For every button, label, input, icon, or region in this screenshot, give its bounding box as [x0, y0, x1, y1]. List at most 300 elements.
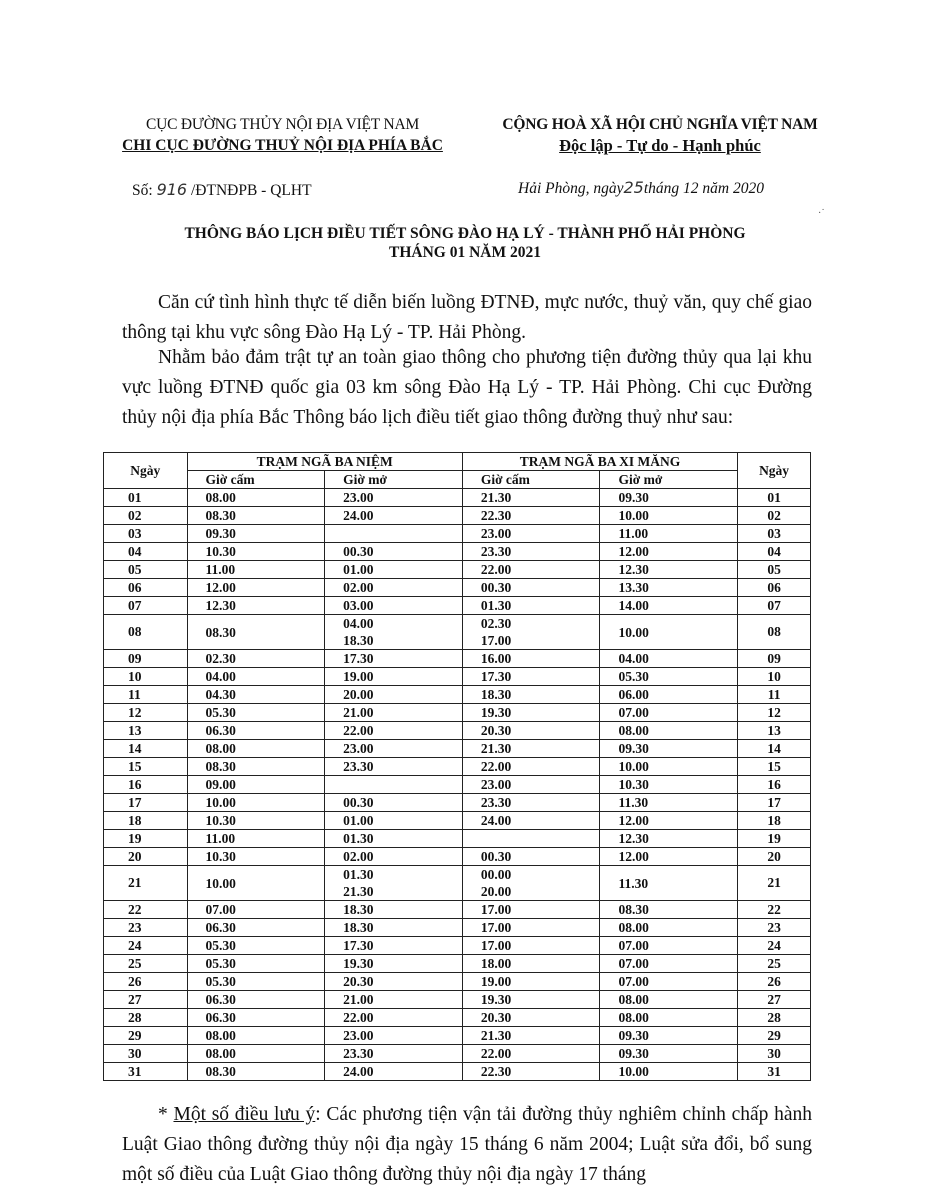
cell-s1o	[325, 794, 463, 812]
time-value: 14.00	[618, 598, 649, 613]
time-value: 01.30	[343, 831, 374, 846]
cell-s1c	[187, 812, 325, 830]
table-row	[104, 489, 811, 507]
time-value: 05.30	[205, 938, 236, 953]
time-value: 06.30	[205, 1010, 236, 1025]
cell-s1o	[325, 704, 463, 722]
schedule-body	[104, 489, 811, 1081]
table-row	[104, 1009, 811, 1027]
time-value: 02.00	[343, 580, 374, 595]
station-ngaba-ximang: TRẠM NGÃ BA XI MĂNG	[462, 453, 737, 471]
cell-s1o	[325, 668, 463, 686]
row-day-left: 03	[104, 525, 188, 543]
nation-name: CỘNG HOÀ XÃ HỘI CHỦ NGHĨA VIỆT NAM	[502, 116, 818, 133]
cell-s1c	[187, 937, 325, 955]
row-day-left: 01	[104, 489, 188, 507]
time-value: 10.30	[618, 777, 649, 792]
cell-s2o	[600, 1063, 738, 1081]
time-value: 17.00	[480, 902, 512, 917]
row-day-left: 07	[104, 597, 188, 615]
cell-s1o	[325, 579, 463, 597]
time-value: 12.30	[205, 598, 236, 613]
cell-s2c	[462, 1009, 600, 1027]
cell-s2o	[600, 489, 738, 507]
cell-s1c	[187, 955, 325, 973]
cell-s2c	[462, 776, 600, 794]
cell-s2o	[600, 1045, 738, 1063]
time-value: 19.00	[343, 669, 374, 684]
cell-s2o	[600, 830, 738, 848]
time-value: 09.00	[205, 777, 236, 792]
cell-s2c	[462, 668, 600, 686]
cell-s1o	[325, 973, 463, 991]
time-value: 10.30	[205, 849, 236, 864]
cell-s2o	[600, 722, 738, 740]
row-day-left: 28	[104, 1009, 188, 1027]
cell-s2c	[462, 489, 600, 507]
time-value: 09.30	[618, 1046, 649, 1061]
table-row	[104, 830, 811, 848]
time-value: 08.00	[205, 1028, 236, 1043]
row-day-left: 24	[104, 937, 188, 955]
table-row	[104, 740, 811, 758]
row-day-left: 04	[104, 543, 188, 561]
row-day-right: 08	[738, 615, 811, 650]
cell-s2o	[600, 507, 738, 525]
time-value: 08.00	[618, 1010, 649, 1025]
table-row	[104, 507, 811, 525]
cell-s2c	[462, 597, 600, 615]
table-row	[104, 597, 811, 615]
time-value: 00.30	[480, 580, 512, 595]
time-value: 06.30	[205, 723, 236, 738]
cell-s2o	[600, 866, 738, 901]
row-day-right: 29	[738, 1027, 811, 1045]
cell-s1c	[187, 561, 325, 579]
col-close-1: Giờ cấm	[187, 471, 325, 489]
cell-s1o	[325, 812, 463, 830]
time-value: 12.30	[618, 562, 649, 577]
cell-s1c	[187, 704, 325, 722]
row-day-right: 17	[738, 794, 811, 812]
time-value: 10.00	[618, 508, 649, 523]
row-day-right: 19	[738, 830, 811, 848]
col-close-2: Giờ cấm	[462, 471, 600, 489]
cell-s1o	[325, 919, 463, 937]
table-row	[104, 615, 811, 650]
table-row	[104, 1045, 811, 1063]
time-value: 20.00	[343, 687, 374, 702]
paragraph-purpose: Nhằm bảo đảm trật tự an toàn giao thông cho phương tiện đường thủy qua lại khu vực luồng ĐTNĐ quốc gia 03 km sông Đào Hạ Lý - TP. Hải Phòng. Chi cục Đường thủy nội địa phía Bắc Thông báo lịch điều tiết giao thông đường thuỷ như sau:	[122, 347, 812, 428]
cell-s2c	[462, 722, 600, 740]
cell-s1o	[325, 776, 463, 794]
row-day-right: 25	[738, 955, 811, 973]
row-day-left: 22	[104, 901, 188, 919]
row-day-right: 23	[738, 919, 811, 937]
sub-agency-name: CHI CỤC ĐƯỜNG THUỶ NỘI ĐỊA PHÍA BẮC	[122, 137, 443, 154]
cell-s2c	[462, 686, 600, 704]
row-day-right: 05	[738, 561, 811, 579]
time-value: 03.00	[343, 598, 374, 613]
row-day-right: 11	[738, 686, 811, 704]
time-value: 22.00	[480, 562, 512, 577]
time-value: 05.30	[618, 669, 649, 684]
cell-s2o	[600, 579, 738, 597]
row-day-left: 31	[104, 1063, 188, 1081]
time-value: 10.00	[618, 1064, 649, 1079]
time-value: 22.30	[480, 1064, 512, 1079]
time-value: 10.00	[205, 795, 236, 810]
cell-s1c	[187, 543, 325, 561]
cell-s2o	[600, 848, 738, 866]
table-row	[104, 848, 811, 866]
time-value: 01.30	[480, 598, 512, 613]
cell-s1o	[325, 1045, 463, 1063]
table-row	[104, 955, 811, 973]
time-value: 05.30	[205, 705, 236, 720]
time-value: 01.30	[343, 867, 374, 882]
time-value: 18.00	[480, 956, 512, 971]
time-value: 18.30	[343, 920, 374, 935]
cell-s1c	[187, 1027, 325, 1045]
time-value: 09.30	[618, 1028, 649, 1043]
row-day-right: 21	[738, 866, 811, 901]
time-value: 09.30	[205, 526, 236, 541]
paragraph-basis: Căn cứ tình hình thực tế diễn biến luồng ĐTNĐ, mực nước, thuỷ văn, quy chế giao thông tại khu vực sông Đào Hạ Lý - TP. Hải Phòng.	[122, 292, 812, 343]
time-value: 12.00	[618, 849, 649, 864]
time-value: 10.30	[205, 813, 236, 828]
cell-s1o	[325, 1063, 463, 1081]
time-value: 24.00	[480, 813, 512, 828]
row-day-left: 25	[104, 955, 188, 973]
row-day-left: 11	[104, 686, 188, 704]
cell-s1c	[187, 794, 325, 812]
time-value: 00.00	[480, 867, 512, 882]
cell-s1c	[187, 1063, 325, 1081]
cell-s2o	[600, 758, 738, 776]
row-day-left: 12	[104, 704, 188, 722]
cell-s1c	[187, 525, 325, 543]
row-day-right: 27	[738, 991, 811, 1009]
cell-s2o	[600, 615, 738, 650]
cell-s1o	[325, 650, 463, 668]
table-row	[104, 919, 811, 937]
cell-s2c	[462, 919, 600, 937]
agency-header	[100, 116, 465, 155]
time-value: 00.30	[343, 544, 374, 559]
time-value: 17.00	[480, 633, 512, 648]
date-suffix: tháng 12 năm 2020	[643, 180, 764, 197]
time-value: 09.30	[618, 741, 649, 756]
row-day-left: 16	[104, 776, 188, 794]
cell-s2c	[462, 507, 600, 525]
time-value: 19.00	[480, 974, 512, 989]
cell-s1c	[187, 991, 325, 1009]
row-day-left: 09	[104, 650, 188, 668]
cell-s1c	[187, 597, 325, 615]
time-value: 20.30	[480, 1010, 512, 1025]
time-value: 00.30	[343, 795, 374, 810]
col-day-left: Ngày	[104, 453, 188, 489]
time-value: 24.00	[343, 1064, 374, 1079]
national-header	[470, 116, 850, 156]
time-value: 07.00	[618, 956, 649, 971]
time-value: 11.30	[618, 875, 649, 891]
cell-s2o	[600, 1027, 738, 1045]
time-value: 08.00	[205, 490, 236, 505]
cell-s1o	[325, 758, 463, 776]
row-day-right: 04	[738, 543, 811, 561]
time-value: 21.30	[480, 741, 512, 756]
cell-s1o	[325, 955, 463, 973]
cell-s2o	[600, 955, 738, 973]
cell-s2c	[462, 543, 600, 561]
cell-s2c	[462, 901, 600, 919]
cell-s2c	[462, 758, 600, 776]
time-value: 22.00	[480, 1046, 512, 1061]
time-value: 04.00	[618, 651, 649, 666]
cell-s1o	[325, 543, 463, 561]
time-value: 21.00	[343, 992, 374, 1007]
time-value: 08.30	[205, 759, 236, 774]
time-value: 20.00	[480, 884, 512, 899]
time-value: 23.30	[343, 759, 374, 774]
row-day-right: 30	[738, 1045, 811, 1063]
cell-s1c	[187, 1045, 325, 1063]
col-day-right: Ngày	[738, 453, 811, 489]
cell-s2c	[462, 525, 600, 543]
row-day-right: 12	[738, 704, 811, 722]
cell-s2o	[600, 812, 738, 830]
cell-s1c	[187, 866, 325, 901]
time-value: 22.00	[480, 759, 512, 774]
cell-s2o	[600, 525, 738, 543]
cell-s2c	[462, 973, 600, 991]
table-row	[104, 866, 811, 901]
row-day-right: 18	[738, 812, 811, 830]
time-value: 04.30	[205, 687, 236, 702]
row-day-left: 29	[104, 1027, 188, 1045]
row-day-left: 14	[104, 740, 188, 758]
cell-s2c	[462, 794, 600, 812]
time-value: 08.30	[205, 624, 236, 640]
row-day-left: 26	[104, 973, 188, 991]
time-value: 04.00	[205, 669, 236, 684]
row-day-right: 20	[738, 848, 811, 866]
cell-s2c	[462, 866, 600, 901]
time-value: 04.00	[343, 616, 374, 631]
cell-s1o	[325, 615, 463, 650]
time-value: 09.30	[618, 490, 649, 505]
cell-s1c	[187, 919, 325, 937]
time-value: 08.30	[205, 1064, 236, 1079]
cell-s2c	[462, 704, 600, 722]
time-value: 23.00	[480, 526, 512, 541]
time-value: 10.00	[205, 875, 236, 891]
time-value: 19.30	[480, 705, 512, 720]
number-label: Số:	[132, 182, 153, 199]
time-value: 22.30	[480, 508, 512, 523]
cell-s1o	[325, 937, 463, 955]
table-row	[104, 991, 811, 1009]
document-date	[518, 178, 764, 198]
cell-s1o	[325, 848, 463, 866]
time-value: 12.00	[205, 580, 236, 595]
cell-s1o	[325, 740, 463, 758]
time-value: 18.30	[480, 687, 512, 702]
table-row	[104, 543, 811, 561]
row-day-left: 08	[104, 615, 188, 650]
cell-s2c	[462, 1027, 600, 1045]
title-line-2: THÁNG 01 NĂM 2021	[389, 244, 541, 261]
time-value: 11.00	[205, 562, 236, 577]
cell-s2c	[462, 561, 600, 579]
cell-s1o	[325, 1027, 463, 1045]
cell-s1o	[325, 1009, 463, 1027]
cell-s2c	[462, 1063, 600, 1081]
time-value: 08.00	[618, 992, 649, 1007]
cell-s1o	[325, 686, 463, 704]
time-value: 08.30	[618, 902, 649, 917]
col-open-1: Giờ mở	[325, 471, 463, 489]
time-value: 07.00	[618, 974, 649, 989]
table-row	[104, 1063, 811, 1081]
row-day-right: 24	[738, 937, 811, 955]
cell-s2o	[600, 686, 738, 704]
time-value: 11.30	[618, 795, 649, 810]
time-value: 08.00	[205, 1046, 236, 1061]
table-row	[104, 722, 811, 740]
scan-speck: ·˙	[818, 208, 825, 219]
note-text: : Các phương tiện vận tải đường thủy nghiêm chỉnh chấp hành Luật Giao thông đường thủy nội địa ngày 15 tháng 6 năm 2004; Luật sửa đổi, bổ sung một số điều của Luật Giao thông đường thủy nội địa ngày 17 tháng	[122, 1104, 813, 1185]
row-day-right: 15	[738, 758, 811, 776]
time-value: 11.00	[618, 526, 649, 541]
schedule-table	[103, 452, 811, 1081]
col-open-2: Giờ mở	[600, 471, 738, 489]
time-value: 23.30	[480, 544, 512, 559]
handwritten-day: 25	[623, 178, 644, 197]
table-row	[104, 650, 811, 668]
time-value: 20.30	[480, 723, 512, 738]
handwritten-number: 916	[156, 180, 188, 199]
row-day-left: 27	[104, 991, 188, 1009]
time-value: 17.30	[343, 651, 374, 666]
table-row	[104, 686, 811, 704]
time-value: 16.00	[480, 651, 512, 666]
time-value: 22.00	[343, 1010, 374, 1025]
cell-s2o	[600, 704, 738, 722]
time-value: 10.00	[618, 759, 649, 774]
row-day-right: 22	[738, 901, 811, 919]
cell-s1c	[187, 901, 325, 919]
row-day-left: 21	[104, 866, 188, 901]
table-row	[104, 668, 811, 686]
table-row	[104, 758, 811, 776]
time-value: 21.30	[480, 490, 512, 505]
number-suffix: /ĐTNĐPB - QLHT	[190, 182, 312, 199]
time-value: 23.00	[343, 741, 374, 756]
row-day-left: 17	[104, 794, 188, 812]
row-day-left: 13	[104, 722, 188, 740]
time-value: 06.30	[205, 920, 236, 935]
cell-s1o	[325, 489, 463, 507]
time-value: 23.30	[480, 795, 512, 810]
time-value: 07.00	[618, 705, 649, 720]
time-value: 12.30	[618, 831, 649, 846]
cell-s2o	[600, 650, 738, 668]
table-row	[104, 973, 811, 991]
table-row	[104, 579, 811, 597]
cell-s2c	[462, 955, 600, 973]
time-value: 12.00	[618, 544, 649, 559]
row-day-right: 06	[738, 579, 811, 597]
row-day-left: 23	[104, 919, 188, 937]
time-value: 00.30	[480, 849, 512, 864]
row-day-right: 28	[738, 1009, 811, 1027]
time-value: 12.00	[618, 813, 649, 828]
station-ngaba-niem: TRẠM NGÃ BA NIỆM	[187, 453, 462, 471]
table-row	[104, 704, 811, 722]
cell-s1o	[325, 507, 463, 525]
row-day-left: 15	[104, 758, 188, 776]
row-day-left: 20	[104, 848, 188, 866]
time-value: 01.00	[343, 813, 374, 828]
document-title	[60, 224, 870, 262]
cell-s2o	[600, 973, 738, 991]
cell-s1c	[187, 507, 325, 525]
time-value: 13.30	[618, 580, 649, 595]
time-value: 05.30	[205, 974, 236, 989]
note-paragraph	[122, 1100, 812, 1190]
time-value: 10.30	[205, 544, 236, 559]
cell-s2c	[462, 579, 600, 597]
table-row	[104, 561, 811, 579]
cell-s2c	[462, 830, 600, 848]
time-value: 17.00	[480, 920, 512, 935]
row-day-right: 13	[738, 722, 811, 740]
time-value: 19.30	[480, 992, 512, 1007]
time-value: 22.00	[343, 723, 374, 738]
cell-s1c	[187, 686, 325, 704]
cell-s1o	[325, 866, 463, 901]
row-day-left: 06	[104, 579, 188, 597]
time-value: 06.30	[205, 992, 236, 1007]
cell-s1c	[187, 830, 325, 848]
row-day-right: 01	[738, 489, 811, 507]
cell-s2o	[600, 668, 738, 686]
time-value: 08.30	[205, 508, 236, 523]
time-value: 18.30	[343, 902, 374, 917]
time-value: 21.30	[480, 1028, 512, 1043]
cell-s2o	[600, 991, 738, 1009]
table-row	[104, 1027, 811, 1045]
time-value: 01.00	[343, 562, 374, 577]
cell-s1c	[187, 758, 325, 776]
row-day-right: 09	[738, 650, 811, 668]
time-value: 21.00	[343, 705, 374, 720]
cell-s2o	[600, 776, 738, 794]
cell-s1c	[187, 722, 325, 740]
cell-s2o	[600, 597, 738, 615]
row-day-left: 19	[104, 830, 188, 848]
table-row	[104, 901, 811, 919]
cell-s2c	[462, 740, 600, 758]
note-prefix: *	[158, 1104, 174, 1125]
time-value: 02.30	[205, 651, 236, 666]
time-value: 02.00	[343, 849, 374, 864]
time-value: 20.30	[343, 974, 374, 989]
row-day-left: 10	[104, 668, 188, 686]
